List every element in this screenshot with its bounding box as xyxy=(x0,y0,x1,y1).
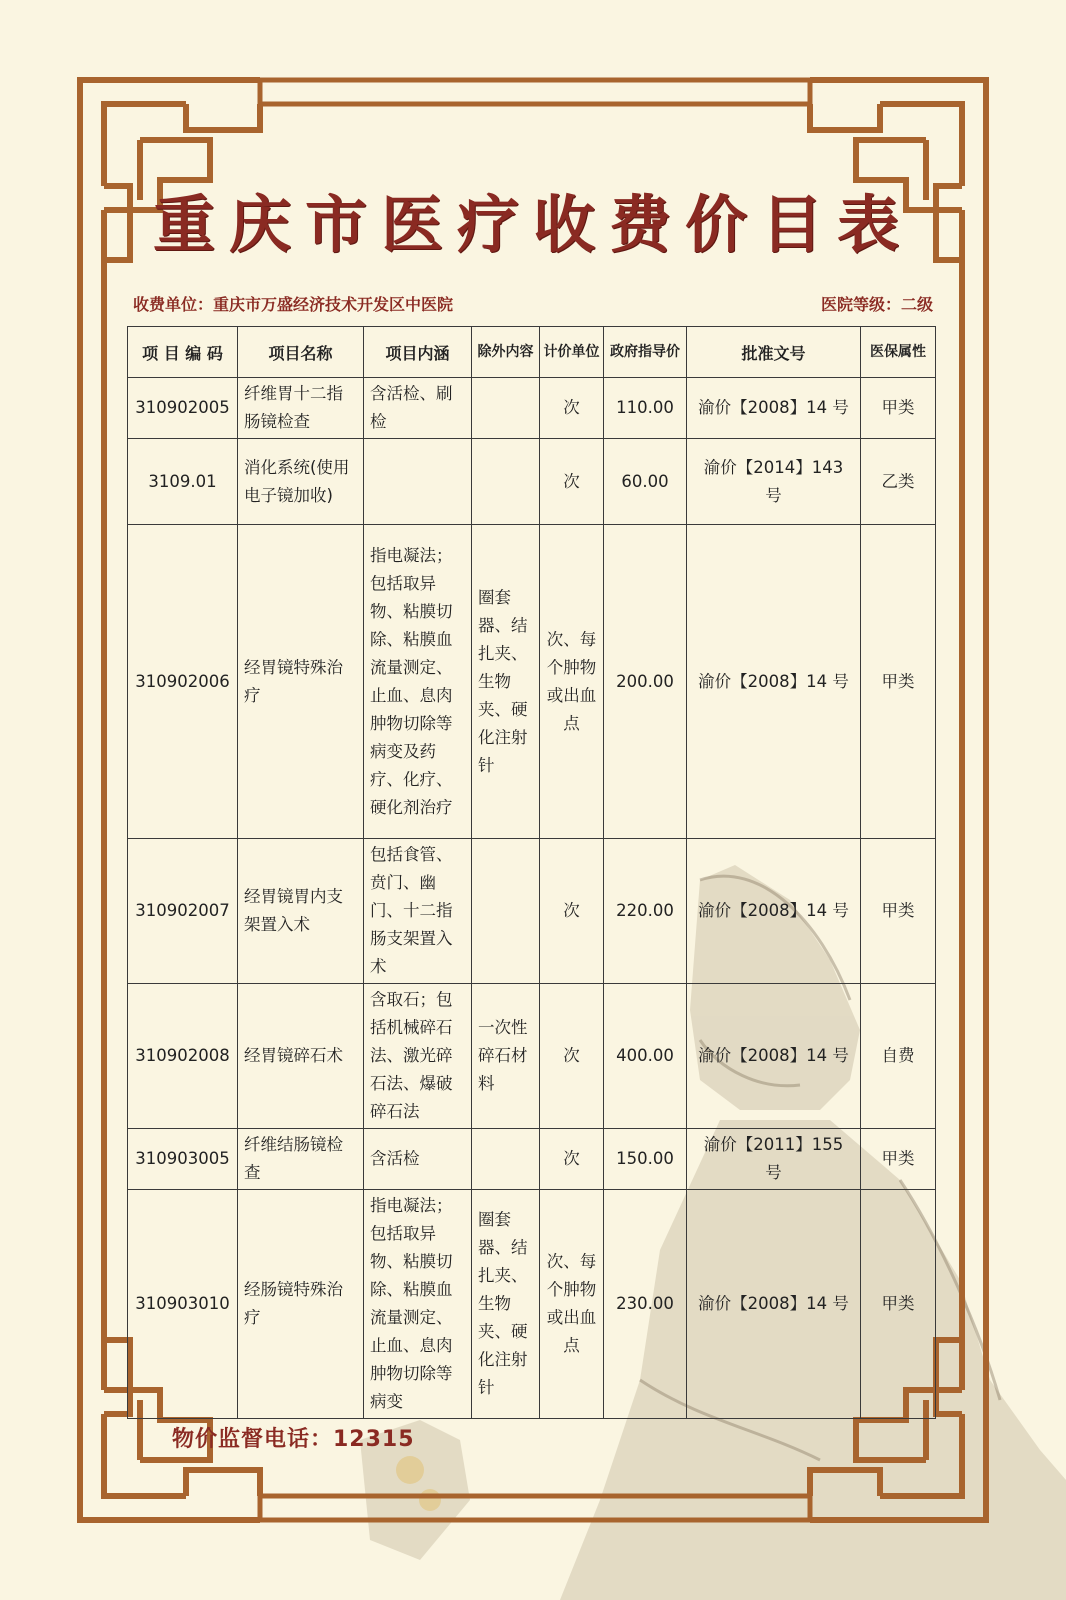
fee-table xyxy=(127,326,936,1419)
cell-approval: 渝价【2008】14 号 xyxy=(687,378,861,439)
cell-insurance: 甲类 xyxy=(861,378,936,439)
cell-price: 400.00 xyxy=(604,984,687,1129)
cell-name: 经胃镜碎石术 xyxy=(238,984,364,1129)
cell-unit: 次 xyxy=(540,1129,604,1190)
cell-code: 310903005 xyxy=(128,1129,238,1190)
col-header-price: 政府指导价 xyxy=(604,327,687,378)
cell-content: 指电凝法；包括取异物、粘膜切除、粘膜血流量测定、止血、息肉肿物切除等病变 xyxy=(364,1190,472,1419)
cell-approval: 渝价【2008】14 号 xyxy=(687,1190,861,1419)
cell-price: 230.00 xyxy=(604,1190,687,1419)
cell-code: 310902007 xyxy=(128,839,238,984)
col-header-approval: 批准文号 xyxy=(687,327,861,378)
cell-insurance: 甲类 xyxy=(861,1129,936,1190)
table-row xyxy=(128,839,936,984)
cell-name: 消化系统(使用电子镜加收) xyxy=(238,439,364,525)
cell-except xyxy=(472,1129,540,1190)
cell-except: 圈套器、结扎夹、生物夹、硬化注射针 xyxy=(472,1190,540,1419)
table-row xyxy=(128,1190,936,1419)
charging-unit: 收费单位：重庆市万盛经济技术开发区中医院 xyxy=(133,295,454,314)
col-header-name: 项目名称 xyxy=(238,327,364,378)
cell-price: 110.00 xyxy=(604,378,687,439)
table-header-row xyxy=(128,327,936,378)
cell-content xyxy=(364,439,472,525)
cell-name: 纤维结肠镜检查 xyxy=(238,1129,364,1190)
cell-insurance: 乙类 xyxy=(861,439,936,525)
cell-name: 经肠镜特殊治疗 xyxy=(238,1190,364,1419)
cell-price: 150.00 xyxy=(604,1129,687,1190)
cell-insurance: 甲类 xyxy=(861,839,936,984)
cell-approval: 渝价【2008】14 号 xyxy=(687,984,861,1129)
cell-code: 310902005 xyxy=(128,378,238,439)
cell-content: 指电凝法；包括取异物、粘膜切除、粘膜血流量测定、止血、息肉肿物切除等病变及药疗、化疗、硬化剂治疗 xyxy=(364,525,472,839)
cell-insurance: 自费 xyxy=(861,984,936,1129)
cell-except xyxy=(472,378,540,439)
table-row xyxy=(128,1129,936,1190)
cell-code: 310902008 xyxy=(128,984,238,1129)
cell-name: 经胃镜特殊治疗 xyxy=(238,525,364,839)
cell-name: 经胃镜胃内支架置入术 xyxy=(238,839,364,984)
header-line xyxy=(133,292,933,315)
table-row xyxy=(128,439,936,525)
hospital-grade: 医院等级：二级 xyxy=(820,295,933,314)
cell-content: 含取石；包括机械碎石法、激光碎石法、爆破碎石法 xyxy=(364,984,472,1129)
col-header-code: 项 目 编 码 xyxy=(128,327,238,378)
cell-approval: 渝价【2011】155 号 xyxy=(687,1129,861,1190)
cell-except xyxy=(472,839,540,984)
cell-unit: 次 xyxy=(540,984,604,1129)
table-row xyxy=(128,378,936,439)
cell-except xyxy=(472,439,540,525)
col-header-unit: 计价单位 xyxy=(540,327,604,378)
cell-unit: 次 xyxy=(540,439,604,525)
page-title: 重庆市医疗收费价目表 xyxy=(152,188,913,261)
price-supervision-hotline: 物价监督电话：12315 xyxy=(172,1427,415,1452)
cell-unit: 次 xyxy=(540,839,604,984)
cell-insurance: 甲类 xyxy=(861,525,936,839)
cell-insurance: 甲类 xyxy=(861,1190,936,1419)
cell-approval: 渝价【2014】143 号 xyxy=(687,439,861,525)
cell-content: 含活检 xyxy=(364,1129,472,1190)
cell-content: 含活检、刷检 xyxy=(364,378,472,439)
cell-price: 220.00 xyxy=(604,839,687,984)
cell-except: 圈套器、结扎夹、生物夹、硬化注射针 xyxy=(472,525,540,839)
cell-content: 包括食管、贲门、幽门、十二指肠支架置入术 xyxy=(364,839,472,984)
cell-name: 纤维胃十二指肠镜检查 xyxy=(238,378,364,439)
cell-approval: 渝价【2008】14 号 xyxy=(687,839,861,984)
cell-code: 3109.01 xyxy=(128,439,238,525)
cell-price: 60.00 xyxy=(604,439,687,525)
cell-code: 310902006 xyxy=(128,525,238,839)
col-header-insurance: 医保属性 xyxy=(861,327,936,378)
cell-unit: 次、每个肿物或出血点 xyxy=(540,525,604,839)
table-row xyxy=(128,525,936,839)
table-row xyxy=(128,984,936,1129)
cell-code: 310903010 xyxy=(128,1190,238,1419)
cell-unit: 次、每个肿物或出血点 xyxy=(540,1190,604,1419)
col-header-except: 除外内容 xyxy=(472,327,540,378)
cell-price: 200.00 xyxy=(604,525,687,839)
cell-unit: 次 xyxy=(540,378,604,439)
col-header-content: 项目内涵 xyxy=(364,327,472,378)
cell-approval: 渝价【2008】14 号 xyxy=(687,525,861,839)
cell-except: 一次性碎石材料 xyxy=(472,984,540,1129)
